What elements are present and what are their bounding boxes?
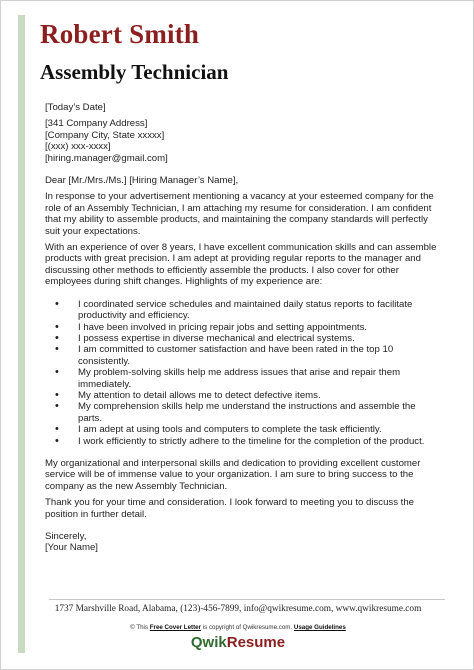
paragraph-intro	[45, 191, 447, 237]
applicant-name: Robert Smith	[40, 19, 200, 49]
text-line: • I have been involved in pricing repair jobs and setting appointments.	[78, 321, 368, 333]
text-line: • I am adept at using tools and computers to complete the task efficiently.	[78, 424, 382, 436]
job-title: Assembly Technician	[40, 60, 229, 84]
text-line: that my ability to assemble products, and maintaining the company standards will perfectly	[45, 214, 428, 226]
text-line: • My problem-solving skills help me address issues that arise and repair them	[78, 367, 401, 379]
list-item	[45, 344, 447, 367]
text-line: Thank you for your time and consideration. I look forward to meeting you to discuss the	[45, 497, 415, 509]
text-line: position in further detail.	[45, 508, 147, 520]
logo-part-resume: Resume	[226, 634, 286, 651]
paragraph-experience	[45, 242, 447, 288]
text-line: parts.	[78, 412, 102, 424]
text-line: • I coordinated service schedules and maintained daily status reports to facilitate	[78, 298, 413, 310]
text-line: My organizational and interpersonal skills and dedication to providing excellent customer	[45, 457, 421, 469]
address-line: [Company City, State xxxxx]	[45, 129, 165, 141]
text-line: employees during shift changes. Highlights of my experience are:	[45, 276, 323, 288]
text-line: company as the new Assembly Technician.	[45, 480, 228, 492]
list-item	[45, 424, 447, 435]
address-line: [(xxx) xxx-xxxx]	[45, 141, 111, 153]
text-line: • My comprehension skills help me understand the instructions and assemble the	[78, 401, 416, 413]
letter-date: [Today’s Date]	[45, 102, 106, 113]
logo-part-qwik: Qwik	[190, 634, 227, 651]
text-line: • My attention to detail allows me to detect defective items.	[78, 389, 321, 401]
list-item	[45, 299, 447, 322]
decorative-side-bar	[18, 15, 25, 653]
paragraph-thanks	[45, 497, 447, 520]
usage-guidelines-link[interactable]: Usage Guidelines	[293, 624, 346, 631]
recipient-address	[45, 118, 447, 164]
letter-body	[45, 102, 447, 554]
credit-prefix: © This	[130, 624, 149, 631]
sign-off: Sincerely,	[45, 531, 87, 542]
text-line: suit your expectations.	[45, 225, 141, 237]
list-item	[45, 401, 447, 424]
text-line: consistently.	[78, 355, 131, 367]
text-line: productivity and efficiency.	[78, 310, 190, 322]
address-line: [341 Company Address]	[45, 118, 148, 130]
paragraph-organizational	[45, 458, 447, 492]
footer-contact: 1737 Marshville Road, Alabama, (123)-456-7899, info@qwikresume.com, www.qwikresume.com	[54, 604, 422, 614]
list-item	[45, 436, 447, 447]
signature-name: [Your Name]	[45, 542, 98, 554]
text-line: With an experience of over 8 years, I have excellent communication skills and can assemble	[45, 242, 437, 254]
text-line: In response to your advertisement mentioning a vacancy at your esteemed company for the	[45, 191, 434, 203]
list-item	[45, 367, 447, 390]
text-line: immediately.	[78, 378, 132, 390]
text-line: • I work efficiently to strictly adhere to the timeline for the completion of the product.	[78, 435, 425, 447]
text-line: role of an Assembly Technician, I am attaching my resume for consideration. I am confident	[45, 202, 432, 214]
text-line: • I possess expertise in diverse mechanical and electrical systems.	[78, 332, 355, 344]
credit-middle: is copyright of Qwikresume.com.	[202, 624, 293, 631]
list-item	[45, 333, 447, 344]
text-line: • I am committed to customer satisfaction and have been rated in the top 10	[78, 344, 394, 356]
text-line: service will be of immense value to your organization. I am sure to bring success to the	[45, 469, 414, 481]
qwikresume-logo	[1, 634, 474, 651]
footer-divider	[49, 599, 445, 600]
list-item	[45, 322, 447, 333]
copyright-credit	[1, 624, 474, 631]
address-line: [hiring.manager@gmail.com]	[45, 152, 168, 164]
text-line: discussing other methods to efficiently assemble the products. I also cover for other	[45, 264, 399, 276]
salutation: Dear [Mr./Mrs./Ms.] [Hiring Manager’s Name],	[45, 175, 239, 187]
experience-list	[45, 299, 447, 447]
free-cover-letter-link[interactable]: Free Cover Letter	[149, 624, 202, 631]
text-line: products with great precision. I am adept at providing regular reports to the manager and	[45, 253, 421, 265]
list-item	[45, 390, 447, 401]
